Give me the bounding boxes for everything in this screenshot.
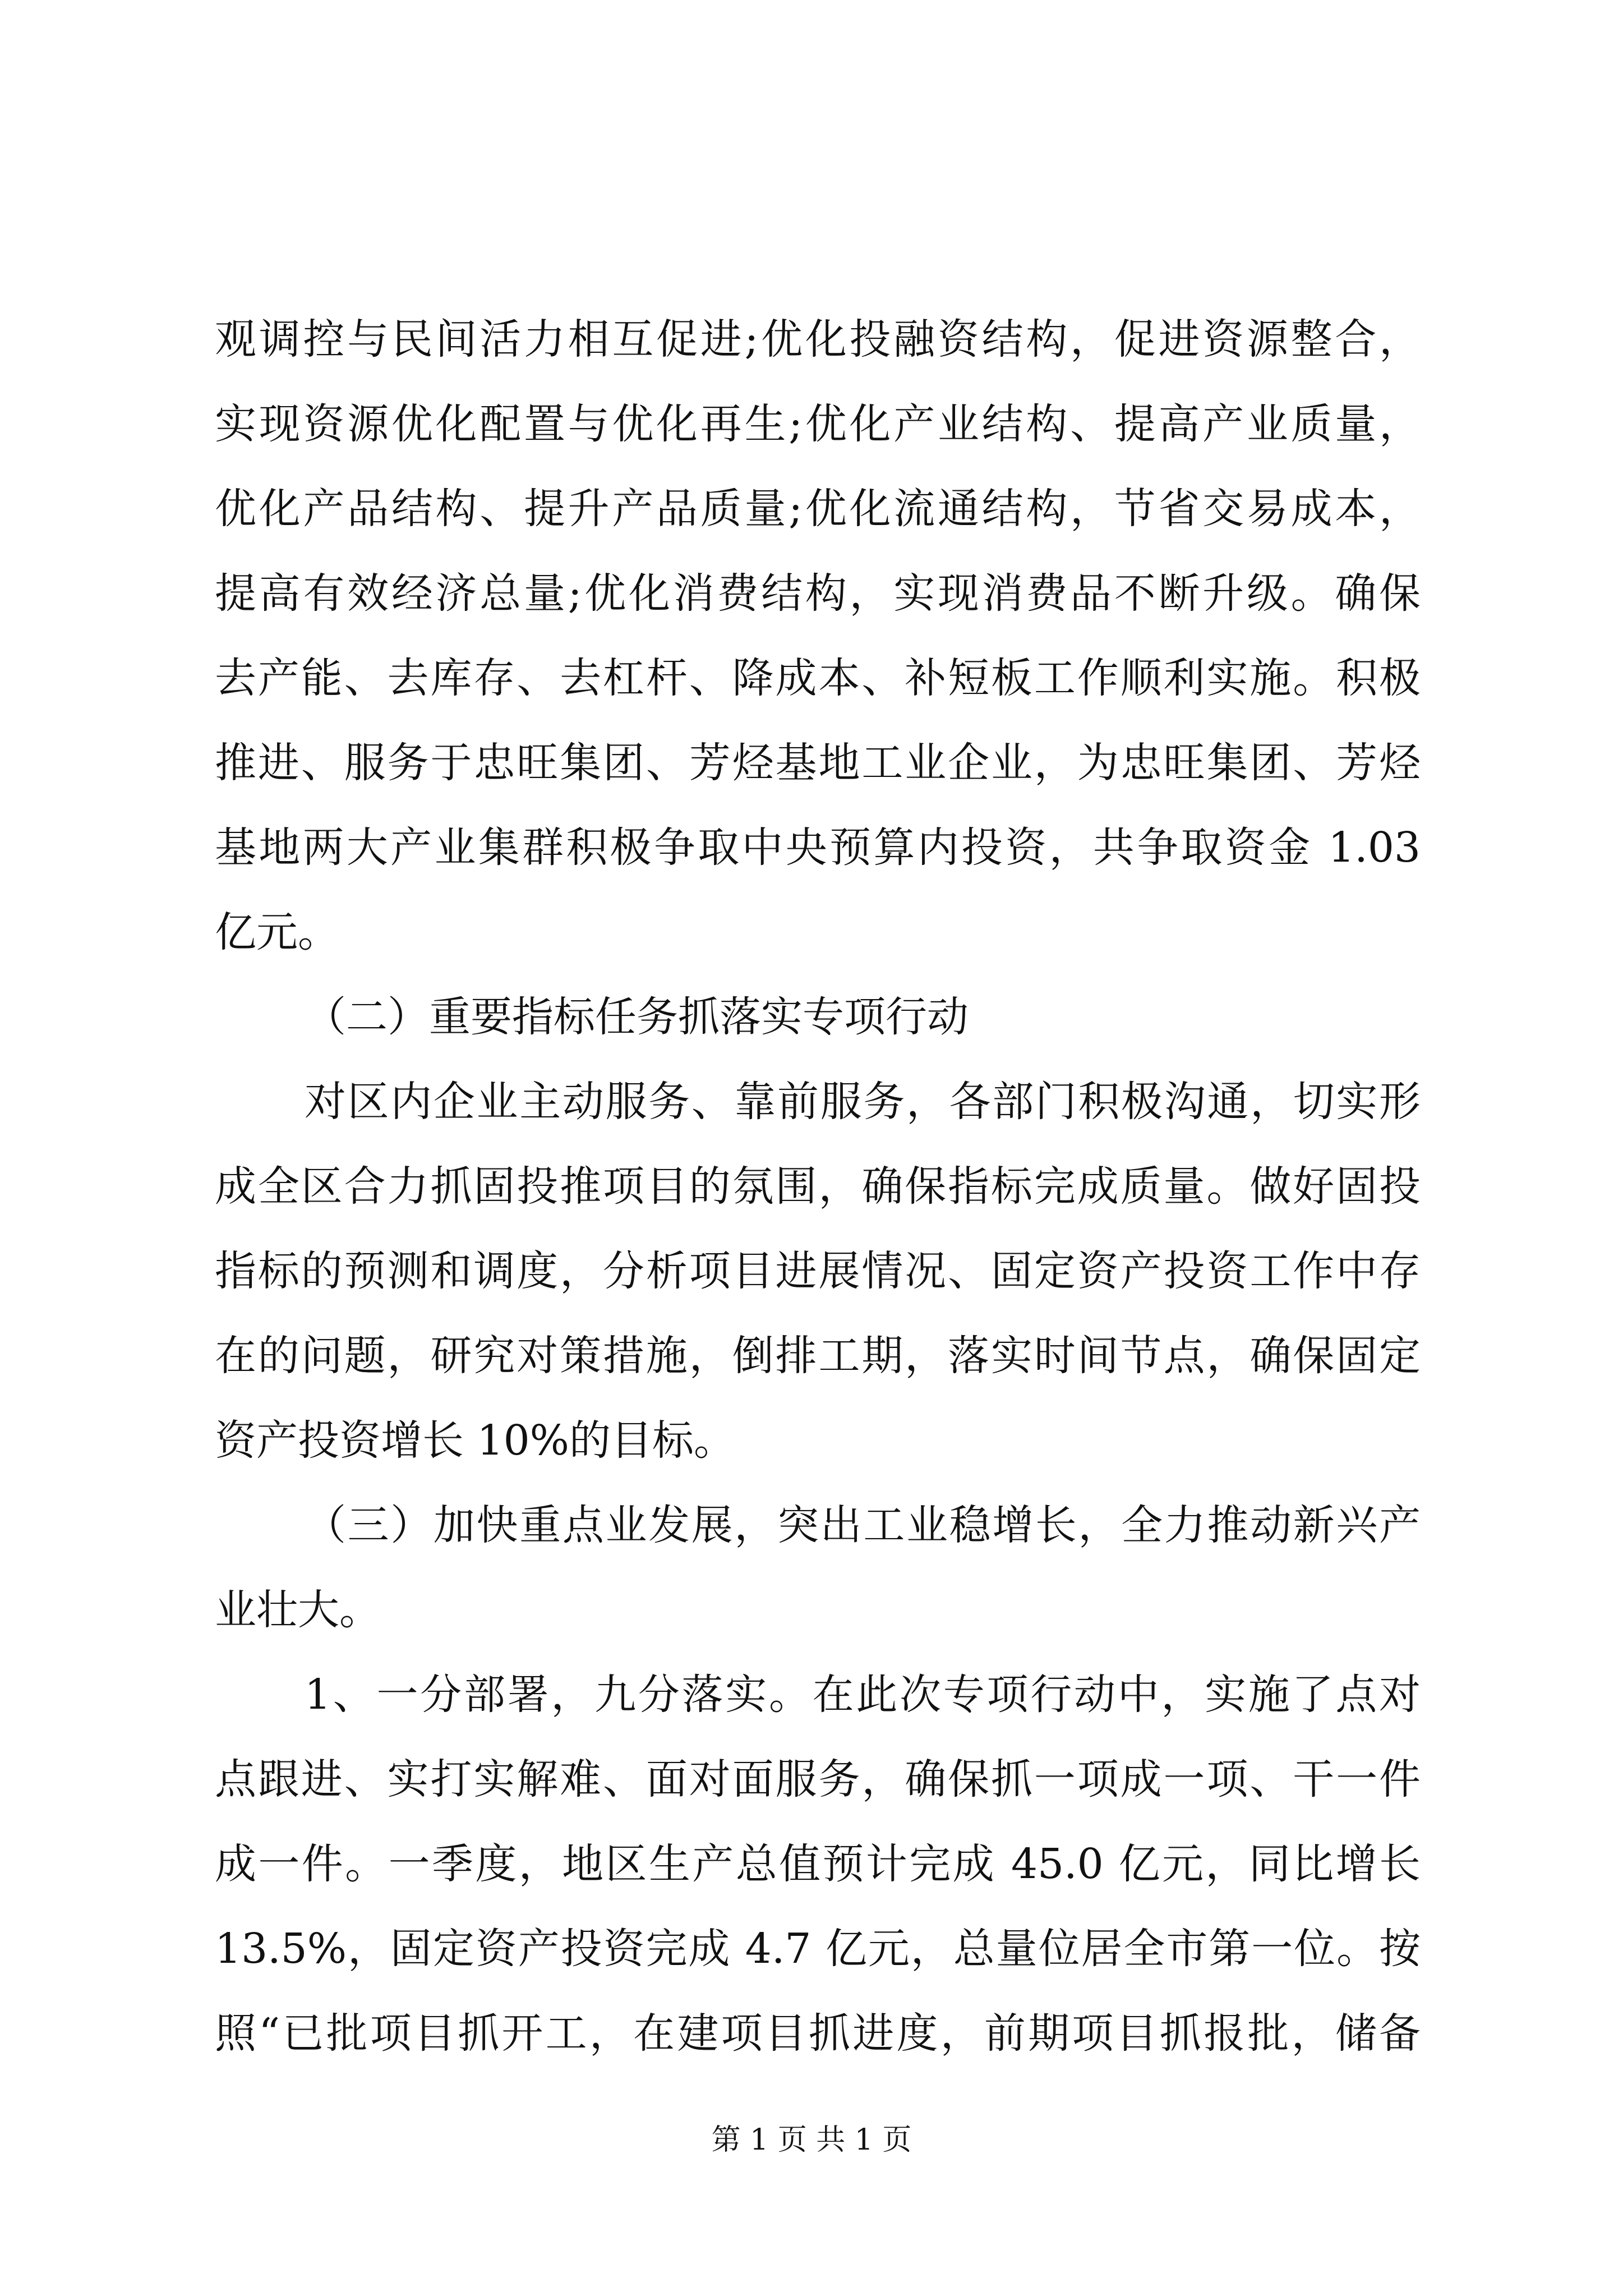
text-line: 照“已批项目抓开工，在建项目抓进度，前期项目抓报批，储备: [215, 2009, 1421, 2058]
text-line: 指标的预测和调度，分析项目进展情况、固定资产投资工作中存: [215, 1247, 1421, 1295]
document-body: [215, 297, 1421, 2076]
text-line: 点跟进、实打实解难、面对面服务，确保抓一项成一项、干一件: [215, 1755, 1421, 1803]
text-line: 观调控与民间活力相互促进;优化投融资结构，促进资源整合，: [215, 315, 1421, 364]
text-line: 推进、服务于忠旺集团、芳烃基地工业企业，为忠旺集团、芳烃: [215, 739, 1421, 787]
text-line: 基地两大产业集群积极争取中央预算内投资，共争取资金 1.03: [215, 823, 1421, 872]
text-line: 提高有效经济总量;优化消费结构，实现消费品不断升级。确保: [215, 569, 1421, 618]
section-heading: 业壮大。: [215, 1586, 381, 1634]
page-footer: 第 1 页 共 1 页: [711, 2123, 912, 2157]
text-line: 成一件。一季度，地区生产总值预计完成 45.0 亿元，同比增长: [215, 1840, 1421, 1888]
text-line: 优化产品结构、提升产品质量;优化流通结构，节省交易成本，: [215, 485, 1421, 533]
text-line: 对区内企业主动服务、靠前服务，各部门积极沟通，切实形: [305, 1078, 1421, 1126]
text-line: 成全区合力抓固投推项目的氛围，确保指标完成质量。做好固投: [215, 1162, 1421, 1211]
text-line: 实现资源优化配置与优化再生;优化产业结构、提高产业质量，: [215, 400, 1421, 448]
text-line: 资产投资增长 10%的目标。: [215, 1416, 735, 1465]
text-line: 在的问题，研究对策措施，倒排工期，落实时间节点，确保固定: [215, 1332, 1421, 1380]
section-heading: （二）重要指标任务抓落实专项行动: [305, 993, 969, 1041]
text-line: 亿元。: [215, 908, 339, 956]
text-line: 1、一分部署，九分落实。在此次专项行动中，实施了点对: [305, 1671, 1421, 1719]
text-line: 去产能、去库存、去杠杆、降成本、补短板工作顺利实施。积极: [215, 654, 1421, 702]
text-line: 13.5%，固定资产投资完成 4.7 亿元，总量位居全市第一位。按: [215, 1925, 1421, 1973]
section-heading: （三）加快重点业发展，突出工业稳增长，全力推动新兴产: [305, 1501, 1421, 1549]
